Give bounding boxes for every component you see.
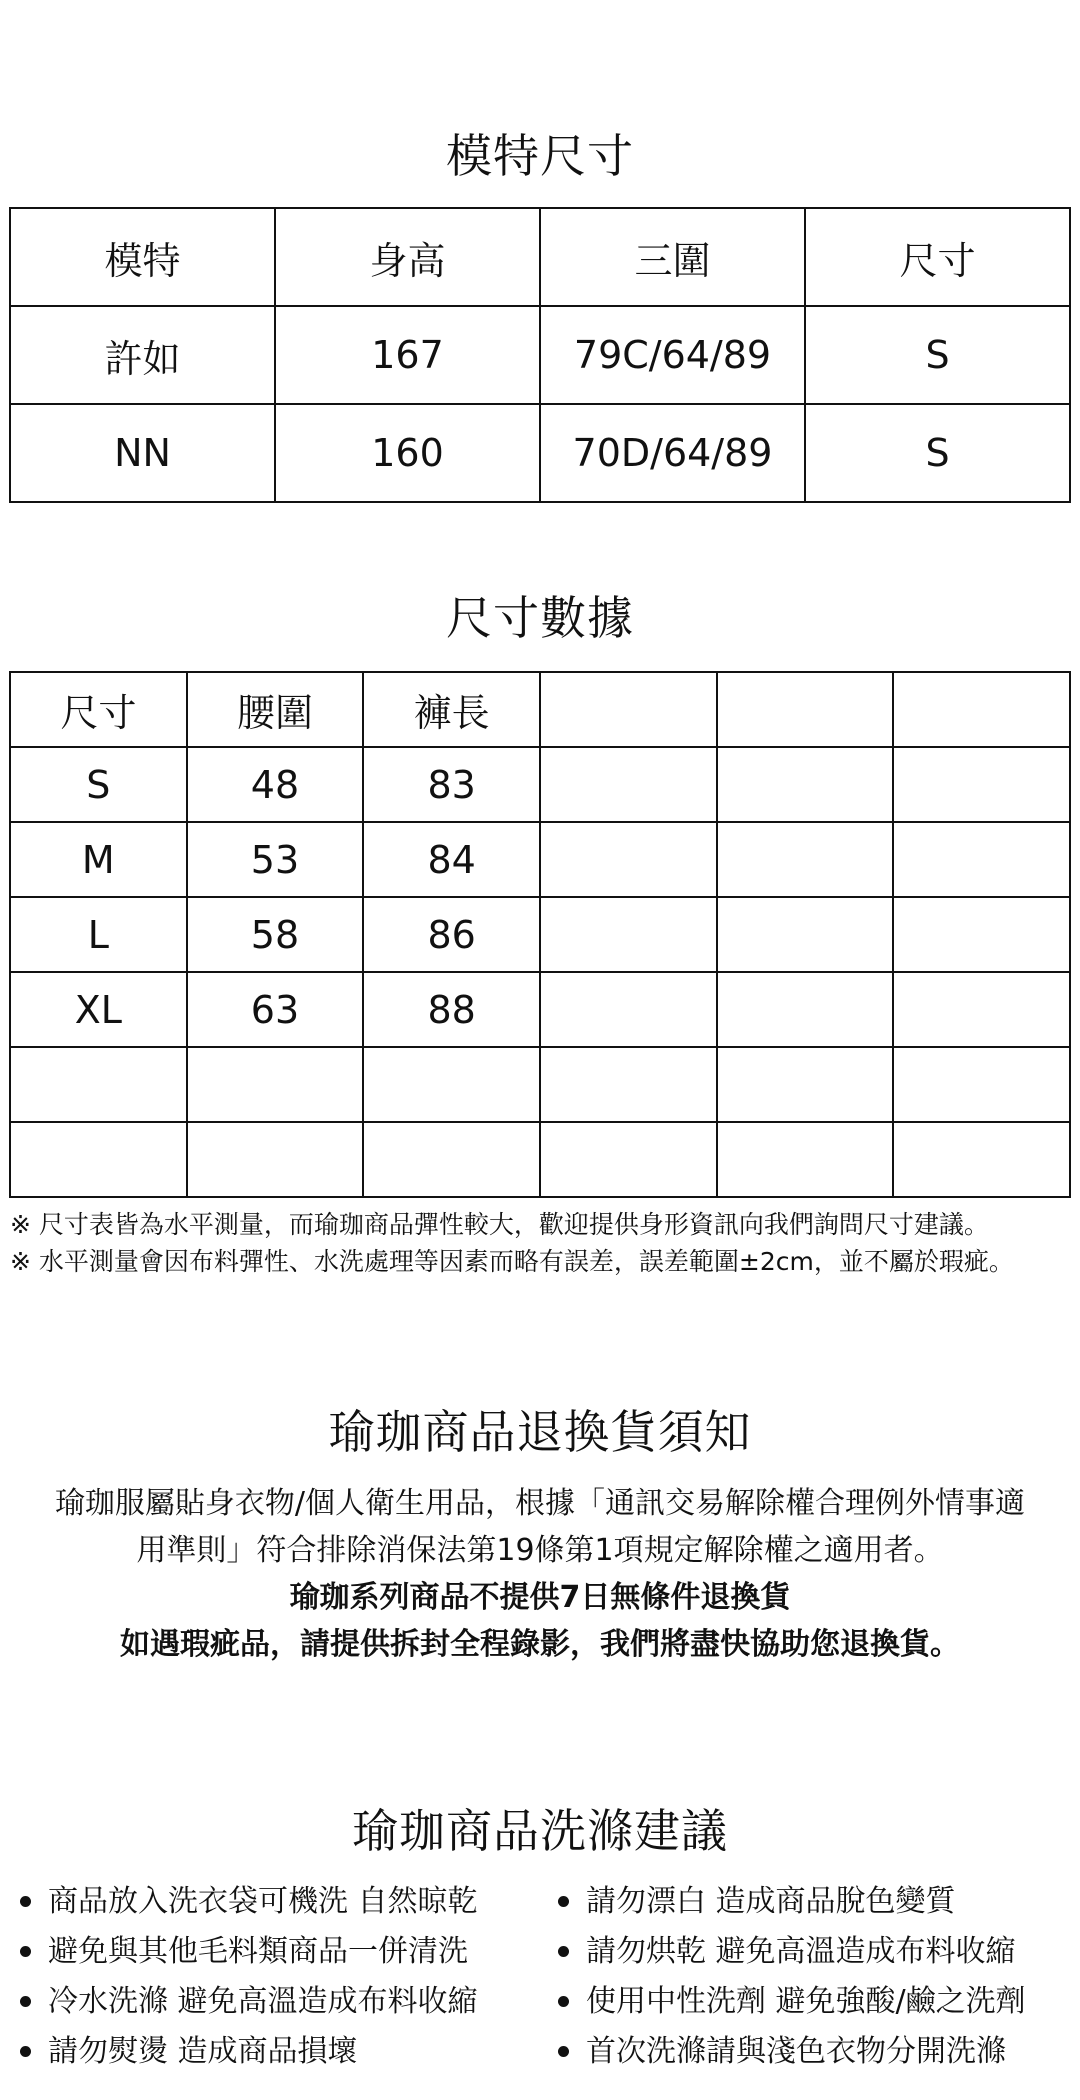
care-item-text: 冷水洗滌 避免高溫造成布料收縮 <box>48 1984 478 2019</box>
list-item <box>10 2027 530 2077</box>
table-row <box>10 404 1070 502</box>
bullet-icon <box>20 1896 31 1907</box>
table-row <box>10 972 1070 1047</box>
cell-empty <box>717 1047 894 1122</box>
header-model: 模特 <box>10 208 275 306</box>
header-measurements: 三圍 <box>540 208 805 306</box>
cell-empty <box>717 747 894 822</box>
size-note: ※ 水平測量會因布料彈性、水洗處理等因素而略有誤差，誤差範圍±2cm，並不屬於瑕疵。 <box>10 1247 1014 1276</box>
cell-height: 160 <box>275 404 540 502</box>
header-pant-length: 褲長 <box>363 672 540 747</box>
cell-empty <box>540 972 717 1047</box>
table-header-row <box>10 208 1070 306</box>
header-empty <box>893 672 1070 747</box>
care-item-text: 使用中性洗劑 避免強酸/鹼之洗劑 <box>586 1984 1026 2019</box>
care-item-text: 請勿烘乾 避免高溫造成布料收縮 <box>586 1934 1016 1969</box>
cell-empty <box>540 1047 717 1122</box>
cell-empty <box>540 747 717 822</box>
size-note: ※ 尺寸表皆為水平測量，而瑜珈商品彈性較大，歡迎提供身形資訊向我們詢問尺寸建議。 <box>10 1210 989 1239</box>
cell-empty <box>10 1122 187 1197</box>
cell-pant-length: 88 <box>363 972 540 1047</box>
header-waist: 腰圍 <box>187 672 364 747</box>
header-empty <box>717 672 894 747</box>
cell-pant-length: 86 <box>363 897 540 972</box>
table-row <box>10 1047 1070 1122</box>
care-list-left <box>10 1877 530 2077</box>
table-header-row <box>10 672 1070 747</box>
cell-empty <box>363 1047 540 1122</box>
return-policy-line: 瑜珈服屬貼身衣物/個人衛生用品，根據「通訊交易解除權合理例外情事適 <box>54 1486 1026 1521</box>
cell-empty <box>717 897 894 972</box>
cell-empty <box>893 1122 1070 1197</box>
cell-pant-length: 84 <box>363 822 540 897</box>
table-row <box>10 897 1070 972</box>
size-notes <box>10 1206 1072 1280</box>
cell-empty <box>893 1047 1070 1122</box>
cell-size: L <box>10 897 187 972</box>
cell-empty <box>540 1122 717 1197</box>
cell-model-name: 許如 <box>10 306 275 404</box>
bullet-icon <box>20 2046 31 2057</box>
care-item-text: 首次洗滌請與淺色衣物分開洗滌 <box>586 2034 1006 2069</box>
cell-height: 167 <box>275 306 540 404</box>
cell-empty <box>363 1122 540 1197</box>
table-row <box>10 822 1070 897</box>
cell-size: M <box>10 822 187 897</box>
care-list-right <box>548 1877 1078 2077</box>
bullet-icon <box>558 1946 569 1957</box>
cell-empty <box>717 822 894 897</box>
bullet-icon <box>558 2046 569 2057</box>
size-data-table <box>9 671 1071 1198</box>
table-row <box>10 1122 1070 1197</box>
header-size: 尺寸 <box>805 208 1070 306</box>
list-item <box>548 1877 1078 1927</box>
cell-waist: 63 <box>187 972 364 1047</box>
cell-empty <box>540 897 717 972</box>
care-item-text: 請勿熨燙 造成商品損壞 <box>48 2034 358 2069</box>
cell-size: S <box>10 747 187 822</box>
cell-size: S <box>805 306 1070 404</box>
cell-measurements: 70D/64/89 <box>540 404 805 502</box>
model-size-title: 模特尺寸 <box>446 129 634 183</box>
header-empty <box>540 672 717 747</box>
cell-empty <box>717 972 894 1047</box>
care-title: 瑜珈商品洗滌建議 <box>352 1804 728 1858</box>
list-item <box>10 1877 530 1927</box>
model-size-table <box>9 207 1071 503</box>
return-policy-text <box>0 1480 1080 1668</box>
cell-waist: 53 <box>187 822 364 897</box>
bullet-icon <box>20 1946 31 1957</box>
cell-empty <box>893 822 1070 897</box>
care-item-text: 商品放入洗衣袋可機洗 自然晾乾 <box>48 1884 478 1919</box>
return-policy-line: 用準則」符合排除消保法第19條第1項規定解除權之適用者。 <box>136 1533 944 1568</box>
cell-empty <box>893 747 1070 822</box>
cell-empty <box>893 897 1070 972</box>
cell-waist: 48 <box>187 747 364 822</box>
cell-measurements: 79C/64/89 <box>540 306 805 404</box>
bullet-icon <box>558 1996 569 2007</box>
list-item <box>10 1927 530 1977</box>
header-size: 尺寸 <box>10 672 187 747</box>
care-item-text: 請勿漂白 造成商品脫色變質 <box>586 1884 956 1919</box>
cell-pant-length: 83 <box>363 747 540 822</box>
list-item <box>548 1927 1078 1977</box>
return-policy-emphasis: 如遇瑕疵品，請提供拆封全程錄影，我們將盡快協助您退換貨。 <box>120 1627 960 1662</box>
cell-waist: 58 <box>187 897 364 972</box>
table-row <box>10 306 1070 404</box>
cell-empty <box>540 822 717 897</box>
list-item <box>548 2027 1078 2077</box>
table-row <box>10 747 1070 822</box>
size-data-title: 尺寸數據 <box>446 591 634 645</box>
cell-size: S <box>805 404 1070 502</box>
list-item <box>10 1977 530 2027</box>
cell-empty <box>187 1047 364 1122</box>
header-height: 身高 <box>275 208 540 306</box>
cell-model-name: NN <box>10 404 275 502</box>
care-item-text: 避免與其他毛料類商品一併清洗 <box>48 1934 468 1969</box>
cell-empty <box>187 1122 364 1197</box>
cell-empty <box>10 1047 187 1122</box>
bullet-icon <box>558 1896 569 1907</box>
cell-empty <box>717 1122 894 1197</box>
cell-empty <box>893 972 1070 1047</box>
return-policy-emphasis: 瑜珈系列商品不提供7日無條件退換貨 <box>289 1580 791 1615</box>
return-policy-title: 瑜珈商品退換貨須知 <box>328 1405 752 1459</box>
cell-size: XL <box>10 972 187 1047</box>
bullet-icon <box>20 1996 31 2007</box>
list-item <box>548 1977 1078 2027</box>
